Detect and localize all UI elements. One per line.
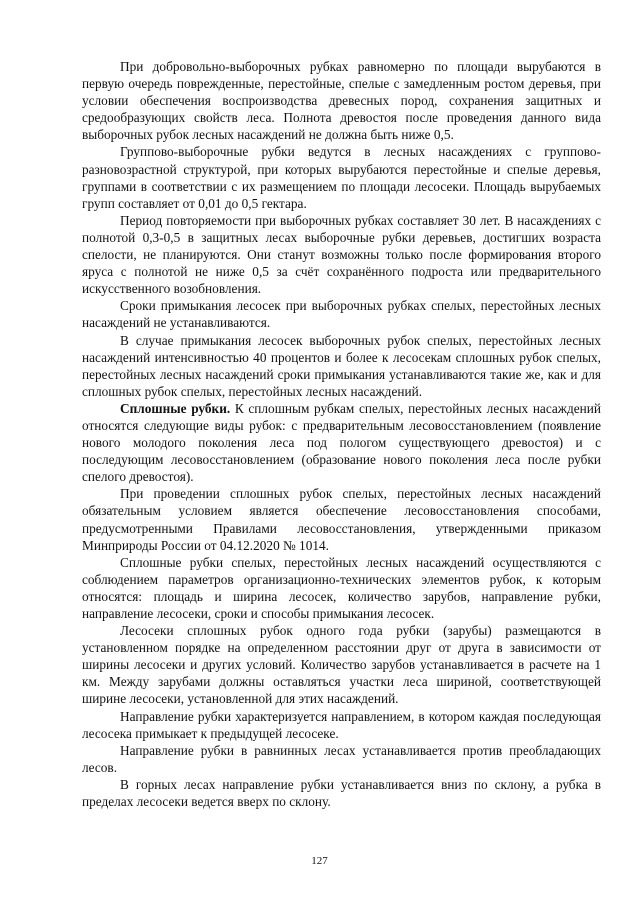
paragraph-text: Направление рубки в равнинных лесах устанавливается против преобладающих лесов. [82, 742, 601, 775]
paragraph-text: В случае примыкания лесосек выборочных рубок спелых, перестойных лесных насаждений интенсивностью 40 процентов и более к лесосекам сплошных рубок спелых, перестойных лесных насаждений сроки примыкания устанавливаются такие же, как и для сплошных рубок спелых, перестойных лесных насаждений. [82, 332, 601, 399]
paragraph-text: Сплошные рубки спелых, перестойных лесных насаждений осуществляются с соблюдением параметров организационно-технических элементов рубок, к которым относятся: площадь и ширина лесосек, количество зарубов, направление рубки, направление лесосеки, сроки и способы примыкания лесосек. [82, 554, 601, 621]
paragraph-text: При проведении сплошных рубок спелых, перестойных лесных насаждений обязательным условием является обеспечение лесовосстановления способами, предусмотренными Правилами лесовосстановления, утвержденными приказом Минприроды России от 04.12.2020 № 1014. [82, 486, 601, 553]
paragraph-5 [82, 332, 601, 400]
paragraph-text: В горных лесах направление рубки устанавливается вниз по склону, а рубка в пределах лесосеки ведется вверх по склону. [82, 776, 601, 810]
paragraph-12 [82, 776, 601, 810]
paragraph-8 [82, 554, 601, 622]
paragraph-text: Сроки примыкания лесосек при выборочных рубках спелых, перестойных лесных насаждений не устанавливаются. [82, 298, 601, 331]
paragraph-9 [82, 622, 601, 707]
paragraph-1 [82, 58, 601, 143]
paragraph-7 [82, 485, 601, 553]
paragraph-11 [82, 742, 601, 776]
paragraph-2 [82, 143, 601, 211]
page-number: 127 [311, 855, 328, 867]
paragraph-text: Направление рубки характеризуется направлением, в котором каждая последующая лесосека примыкает к предыдущей лесосеке. [82, 708, 601, 741]
section-heading: Сплошные рубки. [120, 400, 231, 416]
paragraph-6 [82, 400, 601, 485]
paragraph-3 [82, 212, 601, 297]
paragraph-text: При добровольно-выборочных рубках равномерно по площади вырубаются в первую очередь поврежденные, перестойные, спелые с замедленным ростом деревья, при условии обеспечения воспроизводства древесных пород, сохранения защитных и средообразующих свойств леса. Полнота древостоя после проведения данного вида выборочных рубок лесных насаждений не должна быть ниже 0,5. [82, 59, 601, 143]
paragraph-text: К сплошным рубкам спелых, перестойных лесных насаждений относятся следующие виды рубок: с предварительным лесовосстановлением (появление нового молодого поколения леса под пологом существующего древостоя) и с последующим лесовосстановлением (образование нового поколения леса после рубки спелого древостоя). [82, 400, 601, 485]
paragraph-text: Лесосеки сплошных рубок одного года рубки (зарубы) размещаются в установленном порядке на определенном расстоянии друг от друга в зависимости от ширины лесосеки и других условий. Количество зарубов устанавливается в расчете на 1 км. Между зарубами должны оставляться участки леса шириной, соответствующей ширине лесосеки, установленной для этих насаждений. [82, 623, 601, 707]
paragraph-text: Период повторяемости при выборочных рубках составляет 30 лет. В насаждениях с полнотой 0,3-0,5 в защитных лесах выборочные рубки деревьев, достигших возраста спелости, не планируются. Они станут возможны только после формирования второго яруса с полнотой не ниже 0,5 за счёт сохранённого подроста или предварительного искусственного возобновления. [82, 212, 601, 297]
paragraph-10 [82, 708, 601, 742]
paragraph-4 [82, 297, 601, 331]
paragraph-text: Группово-выборочные рубки ведутся в лесных насаждениях с группово-разновозрастной структурой, при которых вырубаются перестойные и спелые деревья, группами в соответствии с их размещением по площади лесосеки. Площадь вырубаемых групп составляет от 0,01 до 0,5 гектара. [82, 144, 601, 211]
